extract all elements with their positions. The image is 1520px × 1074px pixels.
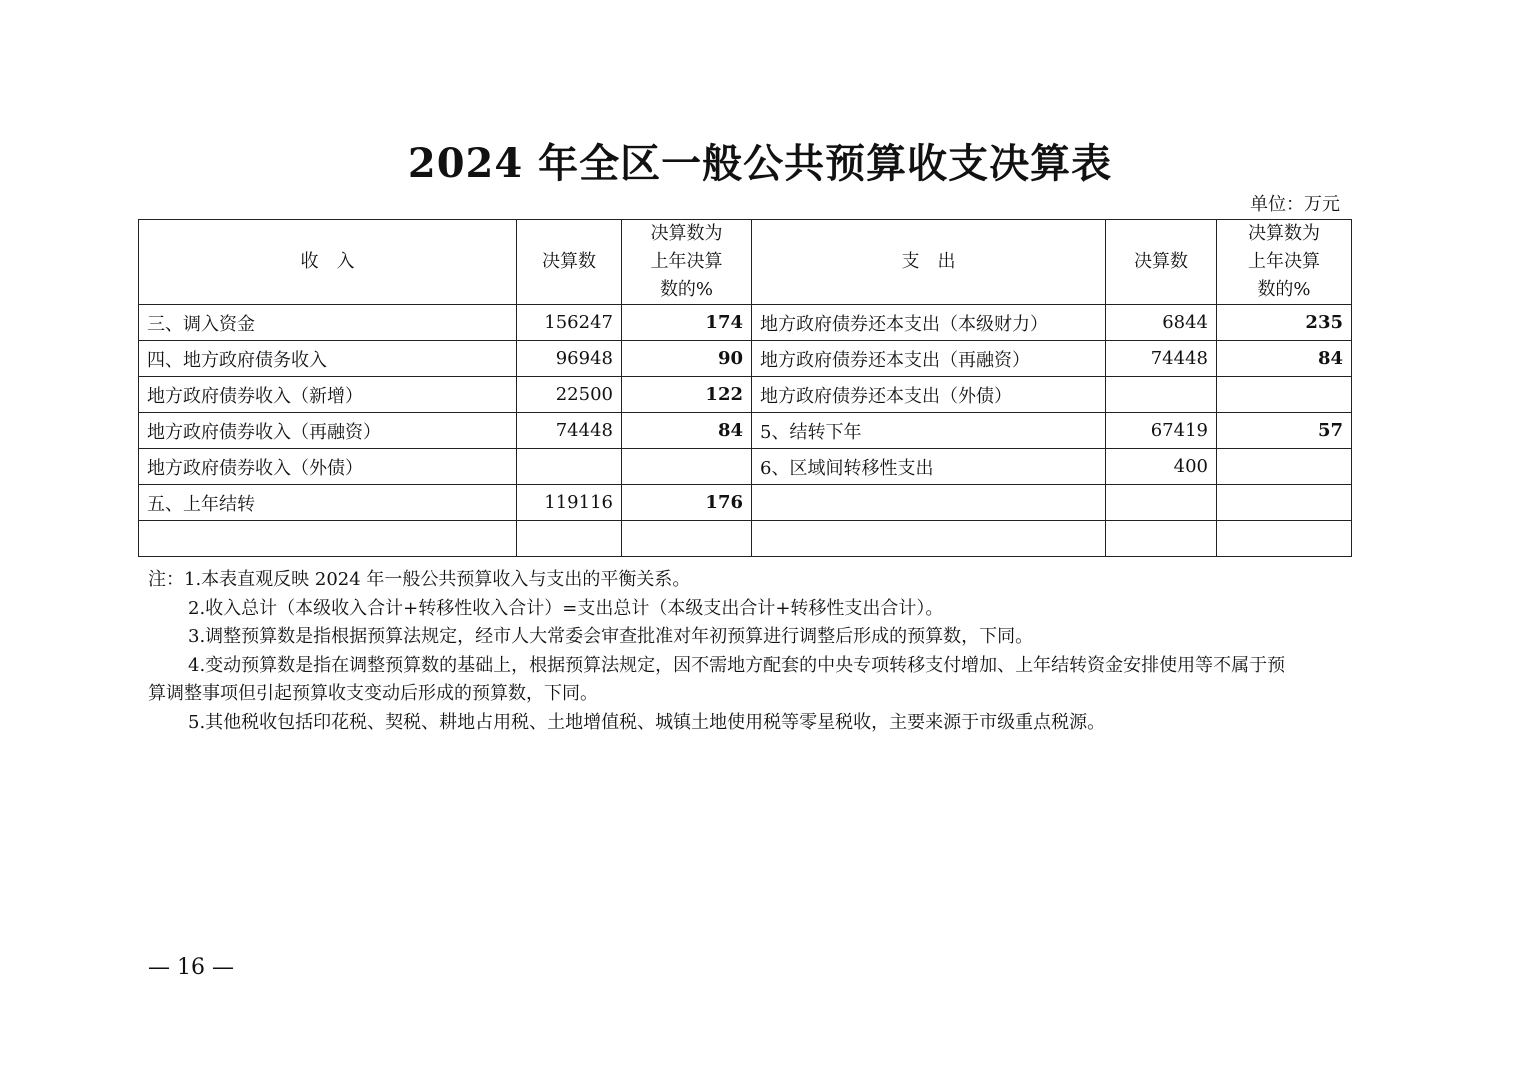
expense-amount — [1106, 377, 1217, 413]
expense-item: 5、结转下年 — [752, 413, 1106, 449]
expense-amount: 67419 — [1106, 413, 1217, 449]
expense-pct — [1217, 521, 1352, 557]
unit-label: 单位：万元 — [1250, 194, 1340, 215]
expense-amount — [1106, 521, 1217, 557]
page-title: 2024 年全区一般公共预算收支决算表 — [407, 140, 1113, 187]
expense-item — [752, 485, 1106, 521]
expense-item: 地方政府债券还本支出（再融资） — [752, 341, 1106, 377]
income-amount: 74448 — [517, 413, 622, 449]
income-item: 三、调入资金 — [139, 305, 517, 341]
note-2: 2.收入总计（本级收入合计+转移性收入合计）=支出总计（本级支出合计+转移性支出合计）。 — [188, 597, 944, 619]
expense-amount: 6844 — [1106, 305, 1217, 341]
table-row — [139, 521, 1352, 557]
income-item: 地方政府债券收入（外债） — [139, 449, 517, 485]
expense-pct: 57 — [1217, 413, 1352, 449]
expense-pct — [1217, 485, 1352, 521]
expense-amount — [1106, 485, 1217, 521]
expense-item — [752, 521, 1106, 557]
income-pct: 84 — [622, 413, 752, 449]
header-expense-pct: 决算数为上年决算数的% — [1217, 220, 1352, 305]
table-row — [139, 341, 1352, 377]
income-amount: 156247 — [517, 305, 622, 341]
note-1: 注：1.本表直观反映 2024 年一般公共预算收入与支出的平衡关系。 — [148, 569, 691, 590]
table-row — [139, 377, 1352, 413]
table-row — [139, 413, 1352, 449]
header-income-amount: 决算数 — [517, 220, 622, 305]
note-4-line-2: 算调整事项但引起预算收支变动后形成的预算数，下同。 — [148, 683, 598, 704]
expense-pct — [1217, 449, 1352, 485]
expense-pct — [1217, 377, 1352, 413]
income-pct: 176 — [622, 485, 752, 521]
income-item — [139, 521, 517, 557]
header-income: 收 入 — [139, 220, 517, 305]
income-pct: 90 — [622, 341, 752, 377]
expense-pct: 235 — [1217, 305, 1352, 341]
page-number: — 16 — — [148, 955, 234, 980]
expense-amount: 74448 — [1106, 341, 1217, 377]
income-amount: 96948 — [517, 341, 622, 377]
budget-table — [138, 219, 1352, 557]
header-income-pct: 决算数为上年决算数的% — [622, 220, 752, 305]
income-amount — [517, 449, 622, 485]
notes-section — [148, 566, 1348, 737]
table-row — [139, 305, 1352, 341]
income-pct: 174 — [622, 305, 752, 341]
expense-pct: 84 — [1217, 341, 1352, 377]
expense-item: 6、区域间转移性支出 — [752, 449, 1106, 485]
expense-amount: 400 — [1106, 449, 1217, 485]
note-3: 3.调整预算数是指根据预算法规定，经市人大常委会审查批准对年初预算进行调整后形成的预算数，下同。 — [188, 626, 1034, 647]
table-row — [139, 485, 1352, 521]
income-item: 四、地方政府债务收入 — [139, 341, 517, 377]
income-pct — [622, 449, 752, 485]
header-expense-amount: 决算数 — [1106, 220, 1217, 305]
note-5: 5.其他税收包括印花税、契税、耕地占用税、土地增值税、城镇土地使用税等零星税收，主要来源于市级重点税源。 — [188, 711, 1106, 733]
income-amount — [517, 521, 622, 557]
expense-item: 地方政府债券还本支出（外债） — [752, 377, 1106, 413]
income-item: 地方政府债券收入（再融资） — [139, 413, 517, 449]
income-amount: 22500 — [517, 377, 622, 413]
income-amount: 119116 — [517, 485, 622, 521]
income-item: 地方政府债券收入（新增） — [139, 377, 517, 413]
income-pct: 122 — [622, 377, 752, 413]
header-expense: 支 出 — [752, 220, 1106, 305]
income-item: 五、上年结转 — [139, 485, 517, 521]
table-row — [139, 449, 1352, 485]
note-4-line-1: 4.变动预算数是指在调整预算数的基础上，根据预算法规定，因不需地方配套的中央专项转移支付增加、上年结转资金安排使用等不属于预 — [188, 654, 1286, 676]
income-pct — [622, 521, 752, 557]
expense-item: 地方政府债券还本支出（本级财力） — [752, 305, 1106, 341]
table-header-row — [139, 220, 1352, 305]
